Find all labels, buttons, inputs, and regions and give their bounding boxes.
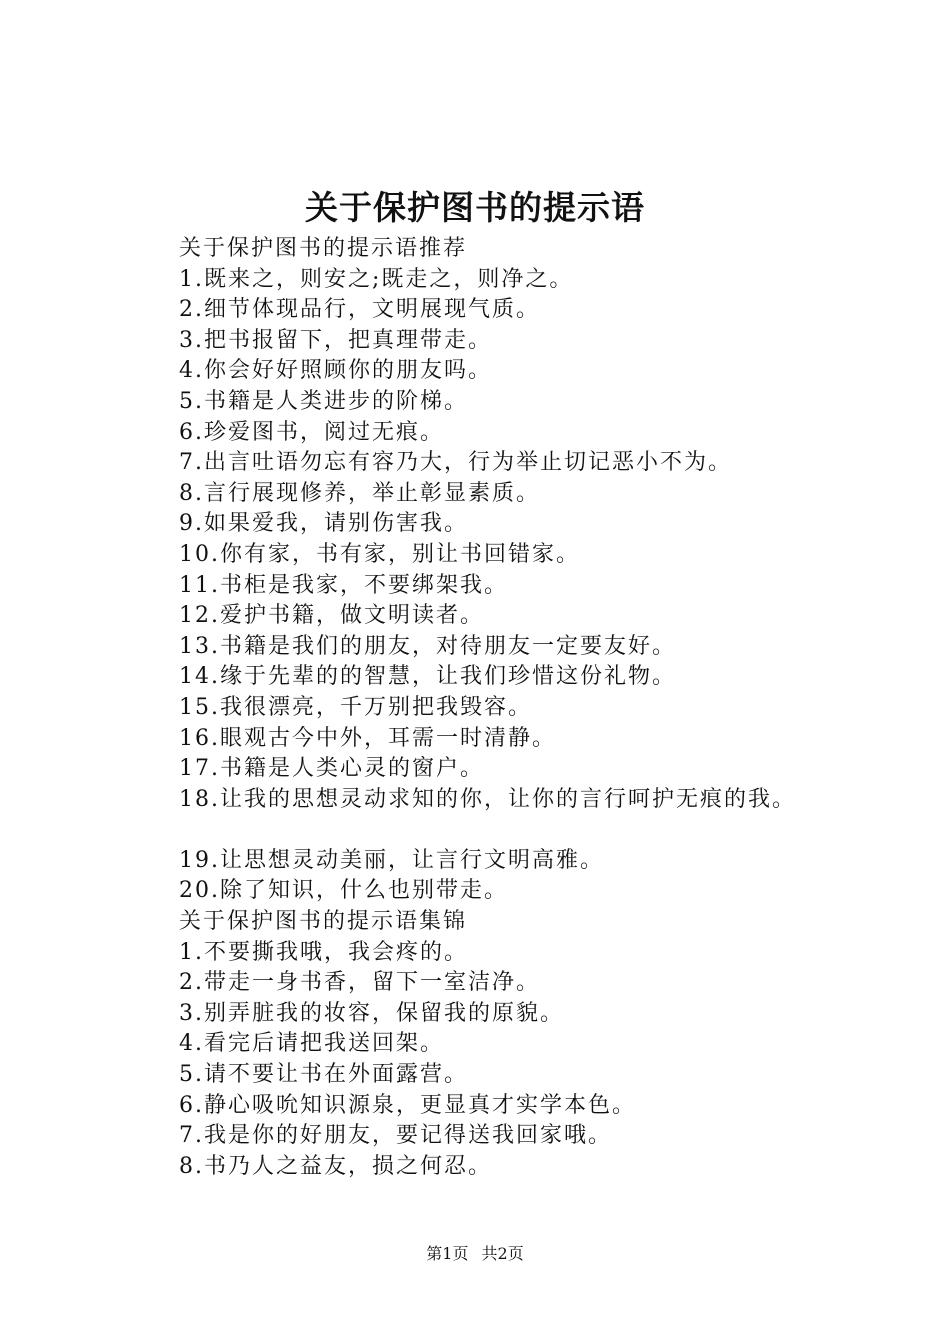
- list-item: 9.如果爱我，请别伤害我。: [179, 511, 468, 537]
- list-item: 8.言行展现修养，举止彰显素质。: [179, 480, 540, 506]
- list-item: 4.你会好好照顾你的朋友吗。: [179, 358, 492, 384]
- list-item: 1.不要撕我哦，我会疼的。: [179, 939, 468, 965]
- list-item: 2.带走一身书香，留下一室洁净。: [179, 970, 540, 996]
- list-item: 17.书籍是人类心灵的窗户。: [179, 756, 484, 782]
- list-item: 3.把书报留下，把真理带走。: [179, 327, 492, 353]
- page-number: 第1页: [426, 1244, 469, 1263]
- document-body: [179, 234, 899, 1182]
- list-item: 19.让思想灵动美丽，让言行文明高雅。: [179, 847, 604, 873]
- list-item: 2.细节体现品行，文明展现气质。: [179, 297, 540, 323]
- list-item: 12.爱护书籍，做文明读者。: [179, 603, 484, 629]
- list-item: 15.我很漂亮，千万别把我毁容。: [179, 694, 532, 720]
- list-item: 7.我是你的好朋友，要记得送我回家哦。: [179, 1123, 612, 1149]
- list-item: 1.既来之，则安之;既走之，则净之。: [179, 266, 574, 292]
- list-item: 11.书柜是我家，不要绑架我。: [179, 572, 508, 598]
- section-heading: 关于保护图书的提示语集锦: [179, 909, 468, 935]
- list-item: 5.书籍是人类进步的阶梯。: [179, 388, 468, 414]
- page-footer: [0, 1243, 950, 1265]
- list-item: 14.缘于先辈的的智慧，让我们珍惜这份礼物。: [179, 664, 676, 690]
- page-title: 关于保护图书的提示语: [305, 188, 645, 227]
- list-item: 6.珍爱图书，阅过无痕。: [179, 419, 444, 445]
- list-item: 10.你有家，书有家，别让书回错家。: [179, 541, 580, 567]
- list-item: 18.让我的思想灵动求知的你，让你的言行呵护无痕的我。: [179, 786, 796, 812]
- list-item: 8.书乃人之益友，损之何忍。: [179, 1153, 492, 1179]
- list-item: 5.请不要让书在外面露营。: [179, 1062, 468, 1088]
- page-total: 共2页: [481, 1244, 524, 1263]
- list-item: 3.别弄脏我的妆容，保留我的原貌。: [179, 1000, 564, 1026]
- paragraph-gap: [179, 815, 899, 846]
- list-item: 13.书籍是我们的朋友，对待朋友一定要友好。: [179, 633, 676, 659]
- list-item: 7.出言吐语勿忘有容乃大，行为举止切记恶小不为。: [179, 450, 732, 476]
- list-item: 6.静心吸吮知识源泉，更显真才实学本色。: [179, 1092, 636, 1118]
- section-heading: 关于保护图书的提示语推荐: [179, 236, 468, 261]
- list-item: 20.除了知识，什么也别带走。: [179, 878, 508, 904]
- list-item: 16.眼观古今中外，耳需一时清静。: [179, 725, 556, 751]
- list-item: 4.看完后请把我送回架。: [179, 1031, 444, 1057]
